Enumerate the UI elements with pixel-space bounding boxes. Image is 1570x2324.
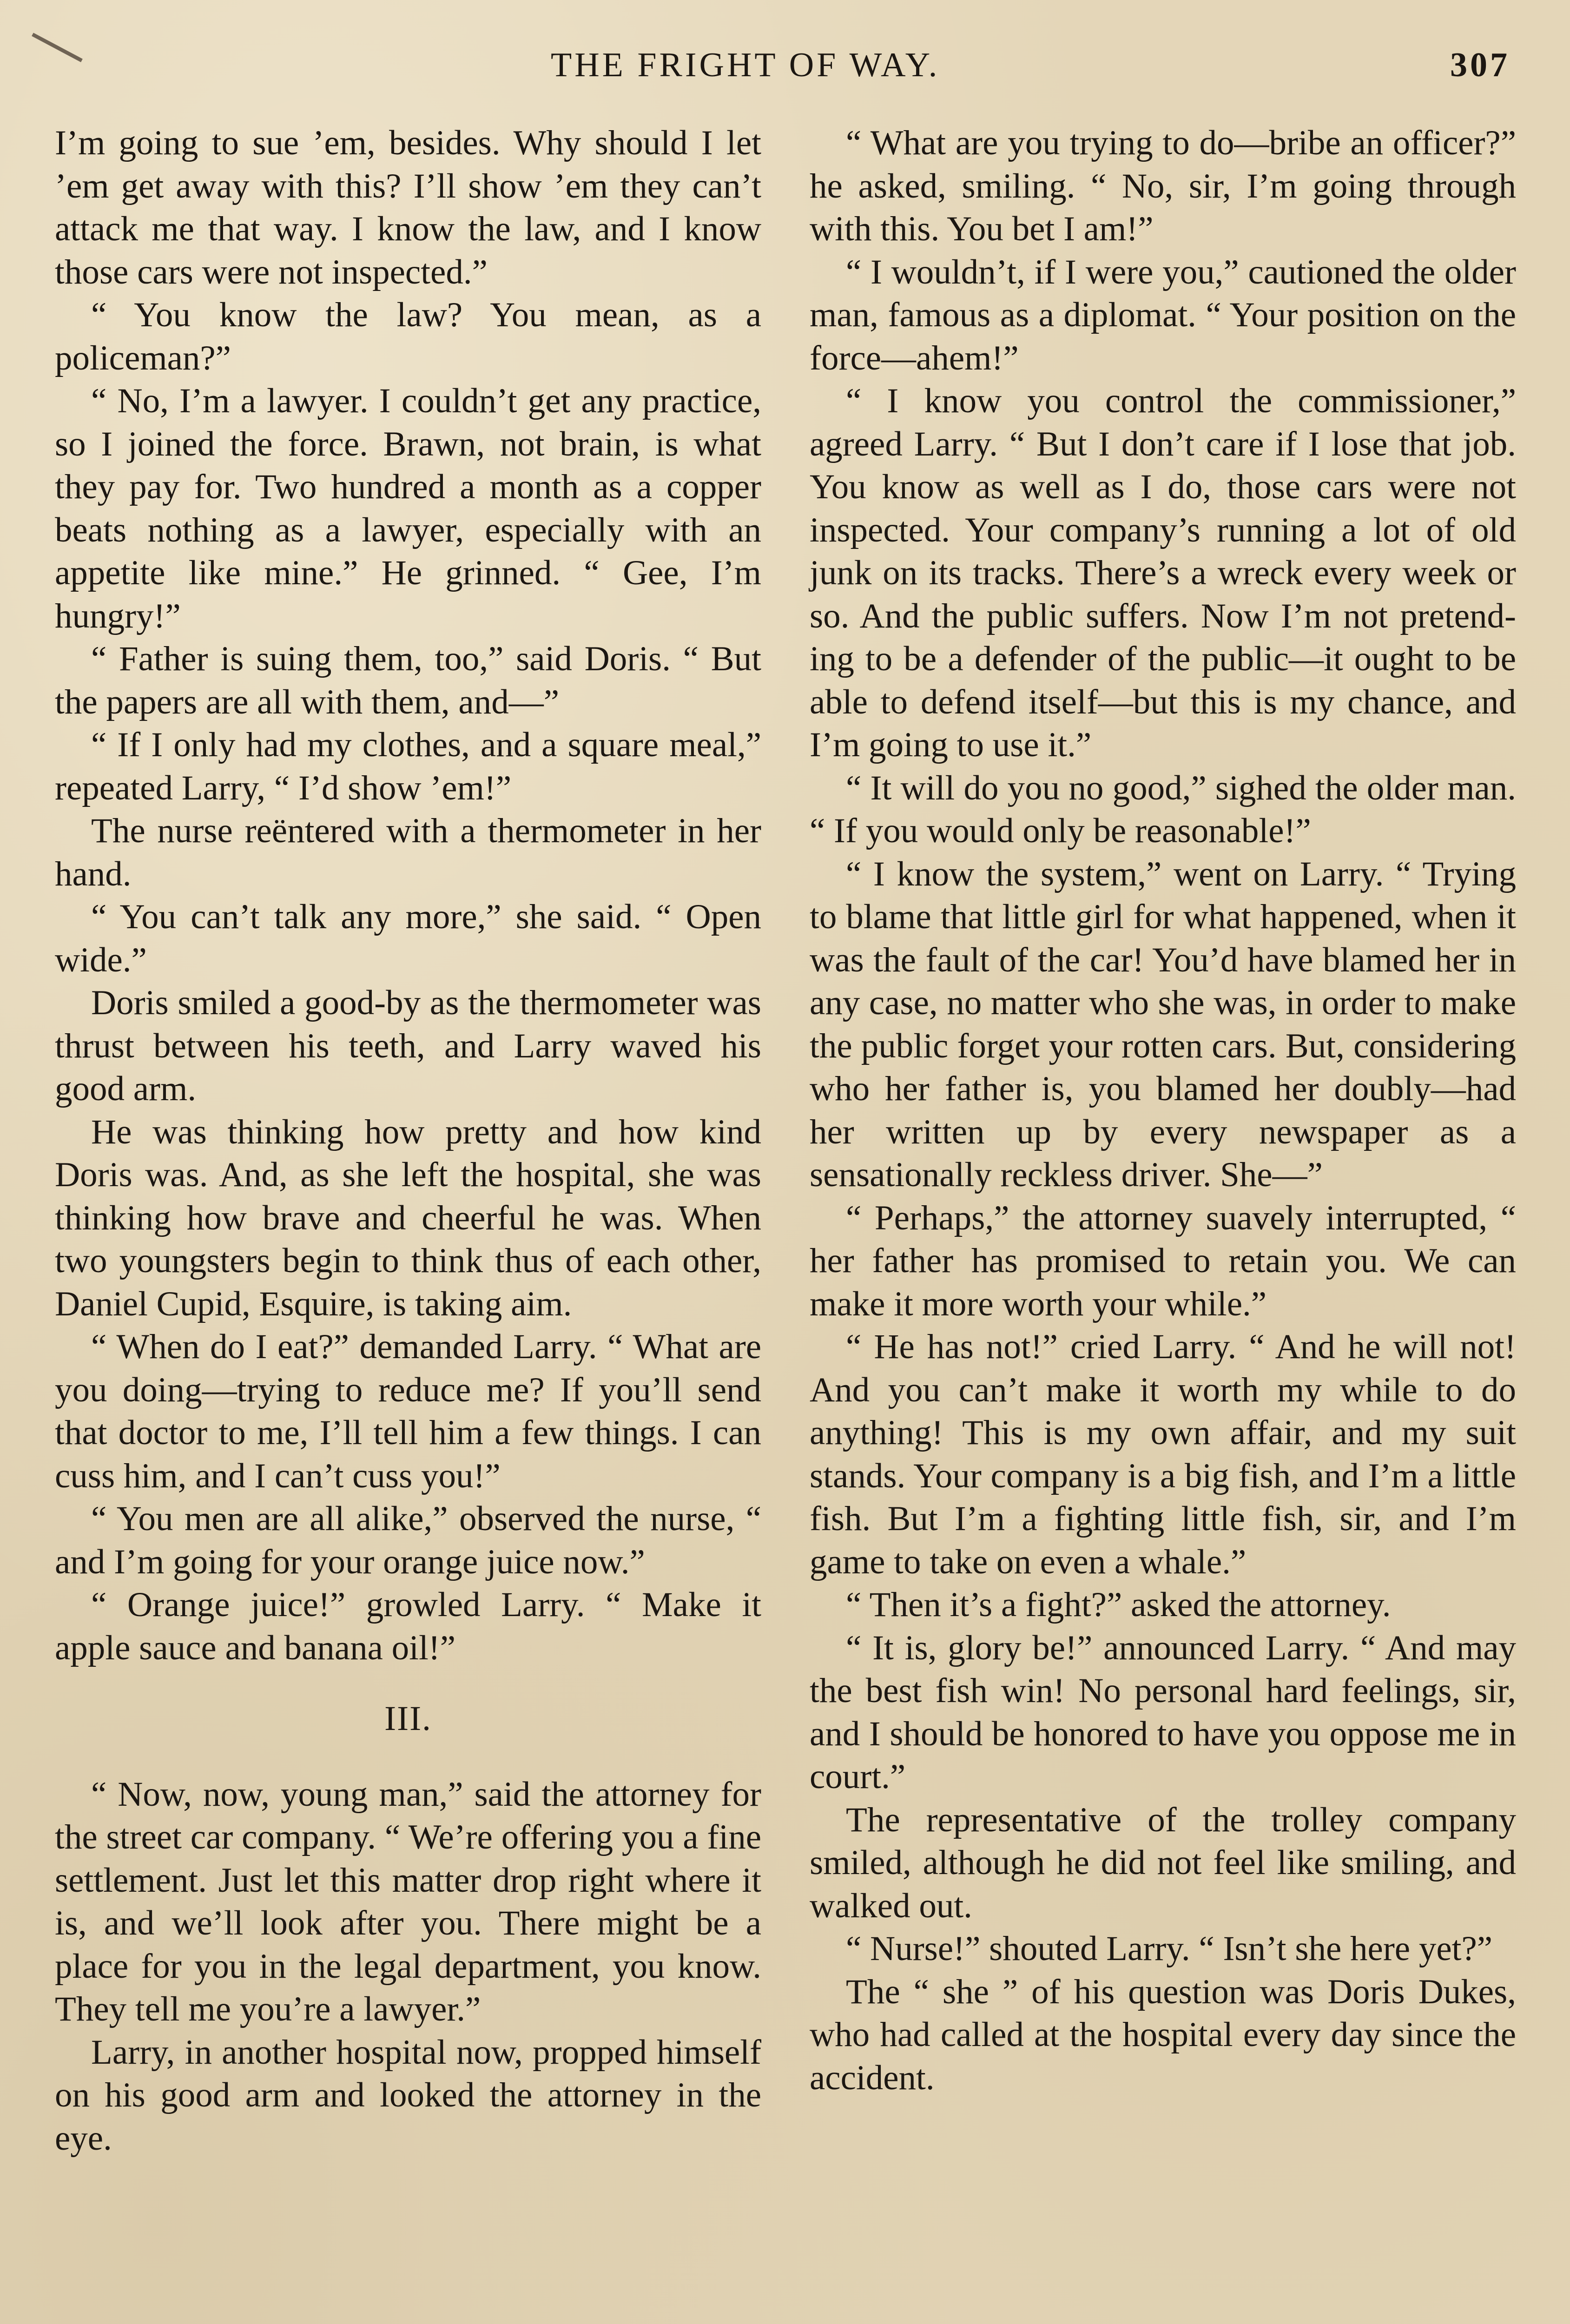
- left-column: [55, 122, 761, 2160]
- paragraph: “ Then it’s a fight?” asked the attorney.: [846, 1585, 1391, 1624]
- page-number: 307: [1450, 46, 1510, 84]
- paragraph: I’m going to sue ’em, besides. Why should I let ’em get away with this? I’ll show ’em they can’t attack me that way. I know the law, and I know those cars were not inspected.”: [55, 124, 761, 291]
- paragraph: “ I wouldn’t, if I were you,” cautioned the older man, famous as a diplomat. “ Your position on the force—ahem!”: [810, 252, 1516, 377]
- paragraph: “ What are you trying to do—bribe an officer?” he asked, smiling. “ No, sir, I’m going through with this. You bet I am!”: [810, 124, 1516, 248]
- paragraph: Larry, in another hospital now, propped himself on his good arm and looked the attorney in the eye.: [55, 2033, 761, 2158]
- paragraph: “ If I only had my clothes, and a square meal,” repeated Larry, “ I’d show ’em!”: [55, 726, 761, 807]
- paragraph: “ Now, now, young man,” said the attorney for the street car company. “ We’re offering you a fine settlement. Just let this matter drop right where it is, and we’ll look after you. There might be a place for you in the legal department, you know. They tell me you’re a lawyer.”: [55, 1775, 761, 2028]
- paragraph: “ I know the system,” went on Larry. “ Trying to blame that little girl for what happened, when it was the fault of the car! You’d have blamed her in any case, no matter who she was, in order to make the public forget your rotten cars. But, considering who her father is, you blamed her doubly—had her written up by every newspaper as a sensationally reckless driver. She—”: [810, 854, 1516, 1194]
- paragraph: “ Father is suing them, too,” said Doris. “ But the papers are all with them, and—”: [55, 640, 761, 721]
- paragraph: “ You can’t talk any more,” she said. “ Open wide.”: [55, 898, 761, 979]
- paragraph: He was thinking how pretty and how kind Doris was. And, as she left the hospital, she was thinking how brave and cheerful he was. When two youngsters begin to think thus of each other, Daniel Cupid, Esquire, is taking aim.: [55, 1112, 761, 1323]
- paragraph: “ Nurse!” shouted Larry. “ Isn’t she here yet?”: [846, 1929, 1493, 1968]
- paragraph: “ I know you control the commissioner,” agreed Larry. “ But I don’t care if I lose that job. You know as well as I do, those cars were not inspected. Your company’s running a lot of old junk on its tracks. There’s a wreck every week or so. And the public suffers. Now I’m not pretending to be a defender of the public—it ought to be able to defend itself—but this is my chance, and I’m going to use it.”: [810, 382, 1516, 764]
- paragraph: The representative of the trolley company smiled, although he did not feel like smiling, and walked out.: [810, 1800, 1516, 1925]
- paragraph: “ You know the law? You mean, as a policeman?”: [55, 296, 761, 377]
- paragraph: “ Orange juice!” growled Larry. “ Make it apple sauce and banana oil!”: [55, 1585, 761, 1667]
- paragraph: Doris smiled a good-by as the thermometer was thrust between his teeth, and Larry waved his good arm.: [55, 984, 761, 1108]
- paragraph: “ When do I eat?” demanded Larry. “ What are you doing—trying to reduce me? If you’ll send that doctor to me, I’ll tell him a few things. I can cuss him, and I can’t cuss you!”: [55, 1327, 761, 1495]
- right-column: [810, 122, 1516, 2100]
- paragraph: The “ she ” of his question was Doris Dukes, who had called at the hospital every day since the accident.: [810, 1972, 1516, 2097]
- paragraph: “ It will do you no good,” sighed the older man. “ If you would only be reasonable!”: [810, 768, 1516, 850]
- section-heading: III.: [384, 1699, 432, 1738]
- paragraph: “ No, I’m a lawyer. I couldn’t get any practice, so I joined the force. Brawn, not brain, is what they pay for. Two hundred a month as a copper beats nothing as a lawyer, especially with an appetite like mine.” He grinned. “ Gee, I’m hungry!”: [55, 382, 761, 635]
- paragraph: “ It is, glory be!” announced Larry. “ And may the best fish win! No personal hard feelings, sir, and I should be honored to have you oppose me in court.”: [810, 1628, 1516, 1796]
- page-corner-mark: [32, 33, 83, 62]
- paragraph: “ Perhaps,” the attorney suavely interrupted, “ her father has promised to retain you. We can make it more worth your while.”: [810, 1198, 1516, 1323]
- running-title: THE FRIGHT OF WAY.: [551, 46, 940, 84]
- paragraph: The nurse reëntered with a thermometer in her hand.: [55, 812, 761, 893]
- paragraph: “ He has not!” cried Larry. “ And he will not! And you can’t make it worth my while to do anything! This is my own affair, and my suit stands. Your company is a big fish, and I’m a little fish. But I’m a fighting little fish, sir, and I’m game to take on even a whale.”: [810, 1327, 1516, 1581]
- paragraph: “ You men are all alike,” observed the nurse, “ and I’m going for your orange juice now.”: [55, 1499, 761, 1581]
